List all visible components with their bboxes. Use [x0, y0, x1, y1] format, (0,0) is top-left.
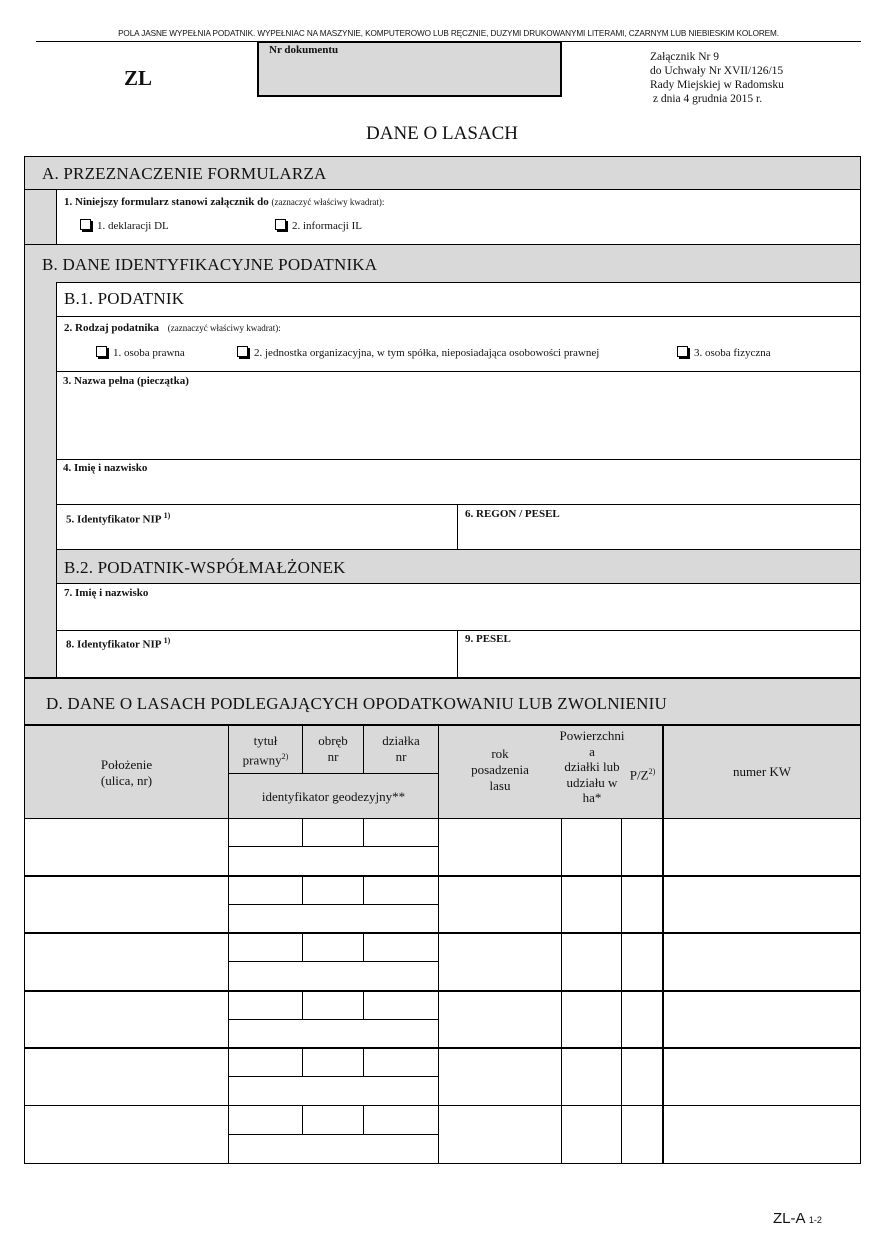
- table-row[interactable]: [25, 819, 860, 875]
- field-2-hint: (zaznaczyć właściwy kwadrat):: [167, 323, 281, 333]
- field-9-label: 9. PESEL: [465, 633, 511, 645]
- field-5-label: 5. Identyfikator NIP $^{1)}$: [66, 511, 171, 526]
- table-row[interactable]: [25, 1107, 860, 1163]
- checkbox-icon[interactable]: [237, 346, 248, 357]
- taxpayer-type-organization[interactable]: [237, 346, 599, 359]
- section-b-title: B. DANE IDENTYFIKACYJNE PODATNIKA: [42, 255, 378, 274]
- field-4-name[interactable]: [57, 460, 860, 504]
- table-row[interactable]: [25, 934, 860, 990]
- footer-code: ZL-A 1-2: [773, 1210, 822, 1227]
- field-8-label: 8. Identyfikator NIP $^{1)}$: [66, 636, 171, 651]
- checkbox-icon[interactable]: [677, 346, 688, 357]
- field-3-full-name[interactable]: [57, 372, 860, 459]
- table-row[interactable]: [25, 877, 860, 933]
- attachment-line: z dnia 4 grudnia 2015 r.: [650, 93, 763, 105]
- attachment-info: [650, 50, 784, 106]
- checkbox-icon[interactable]: [80, 219, 91, 230]
- option-label: 2. informacji IL: [292, 220, 362, 232]
- col-location-header: Położenie (ulica, nr): [100, 757, 153, 788]
- attachment-line: do Uchwały Nr XVII/126/15: [650, 65, 784, 77]
- table-row[interactable]: [25, 1049, 860, 1105]
- form-code: ZL: [124, 66, 153, 90]
- page-title: DANE O LASACH: [366, 123, 518, 144]
- option-label: 1. deklaracji DL: [97, 220, 169, 232]
- section-b2-title: B.2. PODATNIK-WSPÓŁMAŁŻONEK: [64, 558, 346, 577]
- option-declaration-dl[interactable]: [80, 219, 169, 232]
- col-precinct-header: obręb nr: [318, 733, 348, 764]
- checkbox-icon[interactable]: [275, 219, 286, 230]
- option-information-il[interactable]: [275, 219, 362, 232]
- document-number-label: Nr dokumentu: [269, 44, 339, 56]
- option-label: 1. osoba prawna: [113, 347, 185, 359]
- taxpayer-type-natural[interactable]: [677, 346, 771, 359]
- field-3-label: 3. Nazwa pełna (pieczątka): [63, 375, 189, 387]
- col-plot-header: działka nr: [382, 733, 420, 764]
- field-6-label: 6. REGON / PESEL: [465, 508, 560, 520]
- field-8-spouse-nip[interactable]: [57, 631, 457, 676]
- section-d-title: D. DANE O LASACH PODLEGAJĄCYCH OPODATKOWANIU LUB ZWOLNIENIU: [46, 694, 667, 713]
- col-kw-header: numer KW: [732, 764, 792, 779]
- checkbox-icon[interactable]: [96, 346, 107, 357]
- attachment-line: Załącznik Nr 9: [650, 51, 719, 63]
- col-pz-header: $P/Z^{2)}$: [629, 767, 656, 783]
- document-number-box[interactable]: [257, 42, 562, 97]
- field-1-label: 1. Niniejszy formularz stanowi załącznik do (zaznaczyć właściwy kwadrat):: [64, 196, 385, 208]
- top-notice: POLA JASNE WYPEŁNIA PODATNIK. WYPEŁNIAC NA MASZYNIE, KOMPUTEROWO LUB RĘCZNIE, DUZYMI DRUKOWANYMI LITERAMI, CZARNYM LUB NIEBIESKIM KOLOREM.: [118, 29, 779, 38]
- option-label: 2. jednostka organizacyjna, w tym spółka, nieposiadająca osobowości prawnej: [254, 347, 600, 359]
- attachment-line: Rady Miejskiej w Radomsku: [650, 79, 784, 91]
- field-7-label: 7. Imię i nazwisko: [64, 587, 149, 599]
- col-area-header: Powierzchni a działki lub udziału w ha*: [559, 728, 625, 805]
- field-1-hint: (zaznaczyć właściwy kwadrat):: [271, 197, 385, 207]
- footer-page: 1-2: [808, 1215, 822, 1225]
- section-a-title: A. PRZEZNACZENIE FORMULARZA: [42, 164, 327, 183]
- field-5-nip[interactable]: [57, 505, 457, 549]
- field-6-regon-pesel[interactable]: [458, 505, 860, 549]
- section-b1-title: B.1. PODATNIK: [64, 289, 185, 308]
- col-year-header: rok posadzenia lasu: [471, 746, 529, 793]
- table-row[interactable]: [25, 992, 860, 1048]
- col-legal-title-header: tytuł prawny$^{2)}$: [242, 733, 289, 768]
- field-9-spouse-pesel[interactable]: [458, 631, 860, 676]
- option-label: 3. osoba fizyczna: [694, 347, 771, 359]
- taxpayer-type-legal[interactable]: [96, 346, 185, 359]
- field-2-label: 2. Rodzaj podatnika (zaznaczyć właściwy kwadrat):: [64, 322, 281, 334]
- field-7-spouse-name[interactable]: [57, 584, 860, 630]
- field-4-label: 4. Imię i nazwisko: [63, 462, 148, 474]
- col-geodesic-header: identyfikator geodezyjny**: [261, 789, 406, 804]
